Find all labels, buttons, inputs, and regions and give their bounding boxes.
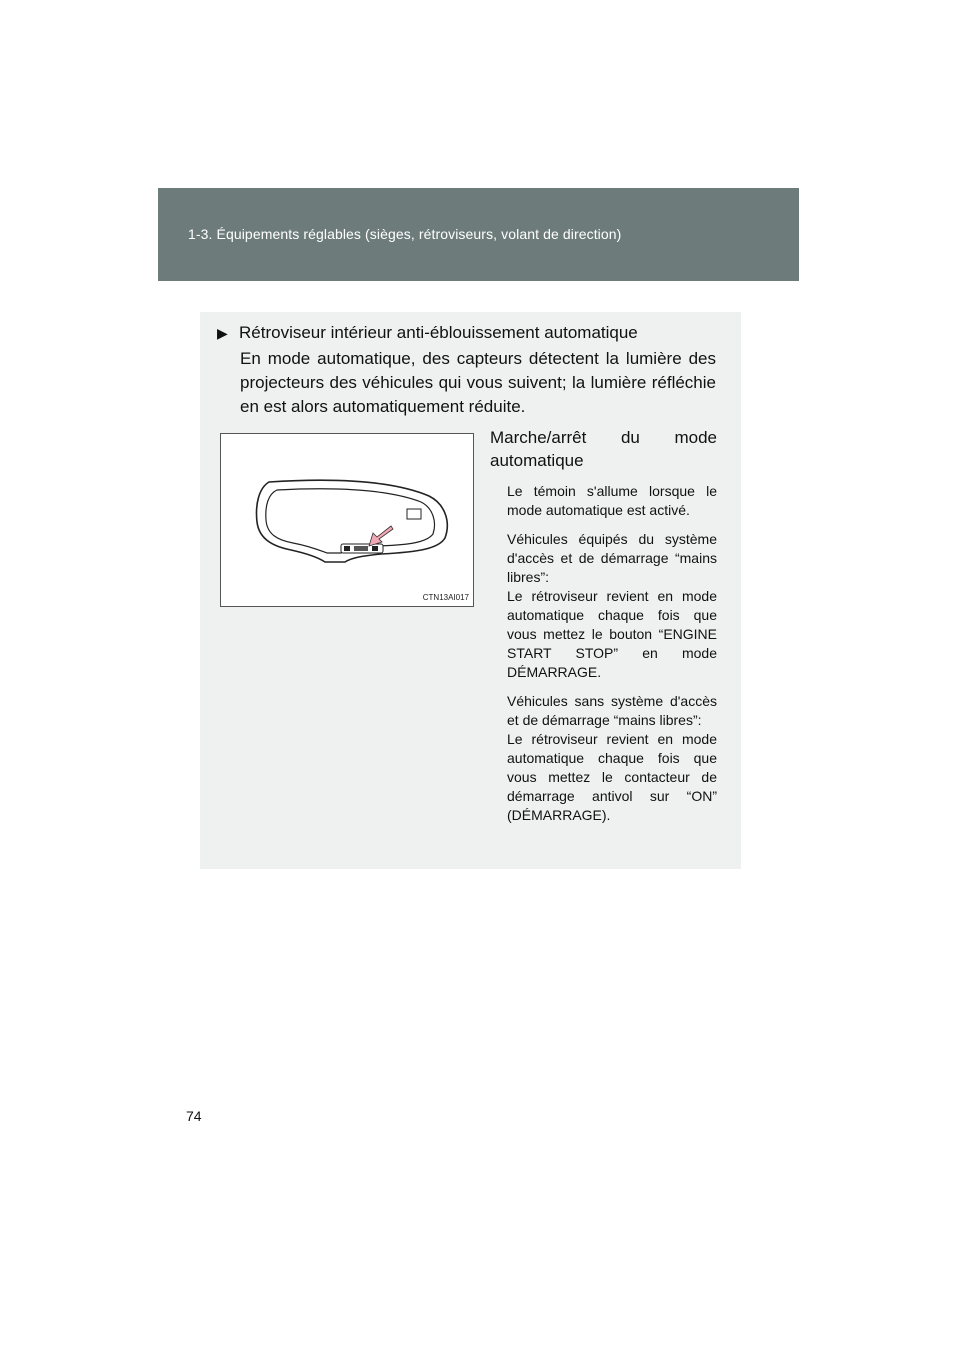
note-text: Le rétroviseur revient en mode automatique chaque fois que vous mettez le contacteur de démarrage antivol sur “ON” (DÉMARRAGE). [507, 731, 717, 823]
figure-code: CTN13AI017 [422, 593, 469, 602]
mirror-illustration [220, 433, 474, 607]
section-title: 1-3. Équipements réglables (sièges, rétroviseurs, volant de direction) [188, 226, 622, 242]
content-panel [200, 312, 741, 869]
note-item [507, 692, 717, 825]
section-heading [217, 322, 638, 344]
note-condition: Véhicules sans système d'accès et de démarrage “mains libres”: [507, 693, 717, 728]
heading-text: Rétroviseur intérieur anti-éblouissement automatique [239, 323, 638, 342]
note-item [507, 530, 717, 682]
note-item [507, 482, 717, 520]
subheading-line2: automatique [490, 451, 584, 470]
rearview-mirror-icon [221, 434, 473, 606]
note-text: Le rétroviseur revient en mode automatique chaque fois que vous mettez le bouton “ENGINE START STOP” en mode DÉMARRAGE. [507, 588, 717, 680]
subheading-line1: Marche/arrêt du mode [490, 428, 717, 447]
section-header [158, 188, 799, 281]
note-text: Le témoin s'allume lorsque le mode automatique est activé. [507, 483, 717, 518]
intro-paragraph: En mode automatique, des capteurs détectent la lumière des projecteurs des véhicules qui vous suivent; la lumière réfléchie en est alors automatiquement réduite. [240, 349, 716, 416]
triangle-bullet-icon: ▶ [217, 325, 228, 341]
page-number: 74 [186, 1108, 202, 1124]
note-condition: Véhicules équipés du système d'accès et de démarrage “mains libres”: [507, 531, 717, 585]
notes-list [507, 482, 717, 835]
